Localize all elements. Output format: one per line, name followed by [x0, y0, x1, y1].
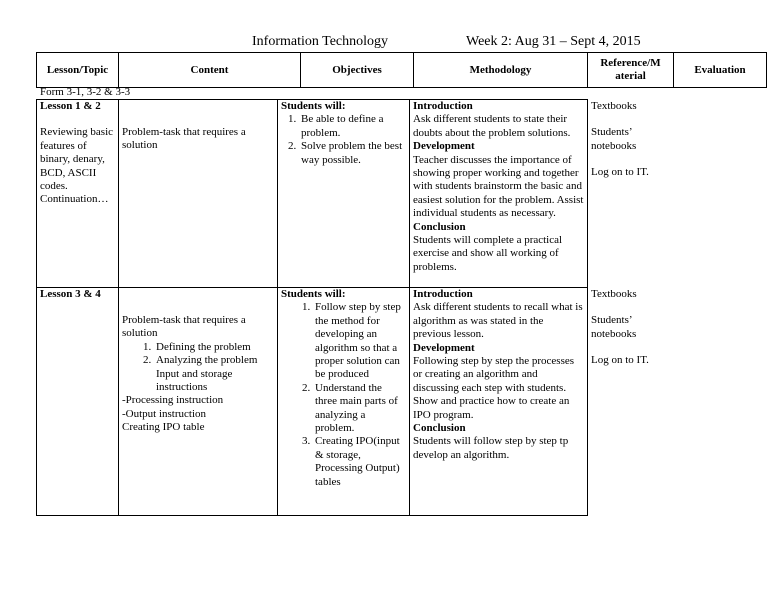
- introduction-heading: Introduction: [413, 100, 473, 112]
- header-evaluation: Evaluation: [674, 53, 767, 88]
- introduction-text: Ask different students to state their doubts about the problem solutions.: [413, 113, 571, 139]
- development-text: Show and practice how to create an IPO program.: [413, 395, 570, 421]
- objectives-heading: Students will:: [281, 100, 346, 112]
- introduction-heading: Introduction: [413, 288, 473, 300]
- content-cell: [119, 100, 278, 288]
- introduction-text: Ask different students to recall what is algorithm as was stated in the previous lesson.: [413, 301, 583, 341]
- reference-item: Students’ notebooks: [591, 314, 637, 340]
- content-extra-line: -Processing instruction: [122, 394, 224, 407]
- methodology-cell: [410, 100, 588, 288]
- reference-list: [591, 100, 671, 180]
- objectives-cell: [278, 288, 410, 516]
- document-title-subject: Information Technology: [252, 34, 389, 49]
- conclusion-text: Students will complete a practical exercise and show all working of problems.: [413, 234, 563, 273]
- header-methodology: Methodology: [414, 53, 588, 88]
- table-row: [37, 100, 588, 288]
- methodology-cell: [410, 288, 588, 516]
- conclusion-heading: Conclusion: [413, 422, 466, 435]
- content-list-item: 2. Analyzing the problem Input and storage instructions: [154, 354, 274, 394]
- development-text: Teacher discusses the importance of showing proper working and together with students brainstorm the basic and easiest solution for the problem. Assist individual students as necessary.: [413, 153, 584, 220]
- objectives-cell: [278, 100, 410, 288]
- content-text: Problem-task that requires a solution: [122, 126, 246, 152]
- development-text: Following step by step the processes or creating an algorithm and discussing each step with students.: [413, 355, 575, 394]
- header-reference-material: Reference/M aterial: [588, 53, 674, 88]
- lesson-cell: [37, 288, 119, 516]
- reference-item: Log on to IT.: [591, 354, 649, 367]
- content-list-item: 1. Defining the problem: [154, 341, 274, 354]
- objective-item: 1. Be able to define a problem.: [299, 113, 406, 140]
- lesson-cell: [37, 100, 119, 288]
- lesson-label: Lesson 1 & 2: [40, 100, 101, 112]
- reference-item: Textbooks: [591, 288, 637, 300]
- reference-item: Textbooks: [591, 100, 637, 112]
- content-extra-line: -Output instruction: [122, 407, 207, 420]
- header-objectives: Objectives: [301, 53, 414, 88]
- header-row: [37, 53, 767, 88]
- reference-list: [591, 288, 671, 368]
- objective-item: 3. Creating IPO(input & storage, Processing Output) tables: [313, 435, 406, 489]
- content-text: Problem-task that requires a solution: [122, 314, 246, 340]
- objectives-list: [281, 301, 406, 489]
- content-list: [122, 341, 274, 395]
- conclusion-text: Students will follow step by step tp develop an algorithm.: [413, 435, 569, 461]
- conclusion-heading: Conclusion: [413, 220, 466, 233]
- objectives-heading: Students will:: [281, 288, 346, 300]
- content-extra-line: Creating IPO table: [122, 421, 205, 434]
- objectives-list: [281, 113, 406, 167]
- header-lesson-topic: Lesson/Topic: [37, 53, 119, 88]
- header-content: Content: [119, 53, 301, 88]
- lesson-label: Lesson 3 & 4: [40, 288, 101, 300]
- form-line: Form 3-1, 3-2 & 3-3: [40, 86, 131, 98]
- table-row: [37, 288, 588, 516]
- development-heading: Development: [413, 341, 475, 354]
- document-title-week: Week 2: Aug 31 – Sept 4, 2015: [466, 34, 641, 49]
- lesson-topic: Reviewing basic features of binary, denary, BCD, ASCII codes. Continuation…: [40, 126, 114, 206]
- header-table: [36, 52, 767, 88]
- reference-item: Students’ notebooks: [591, 126, 637, 152]
- objective-item: 2. Solve problem the best way possible.: [299, 140, 406, 167]
- development-heading: Development: [413, 140, 475, 153]
- objective-item: 2. Understand the three main parts of analyzing a problem.: [313, 382, 406, 436]
- lesson-plan-table: [36, 99, 588, 516]
- content-cell: [119, 288, 278, 516]
- reference-item: Log on to IT.: [591, 166, 649, 179]
- objective-item: 1. Follow step by step the method for developing an algorithm so that a proper solution can be produced: [313, 301, 406, 381]
